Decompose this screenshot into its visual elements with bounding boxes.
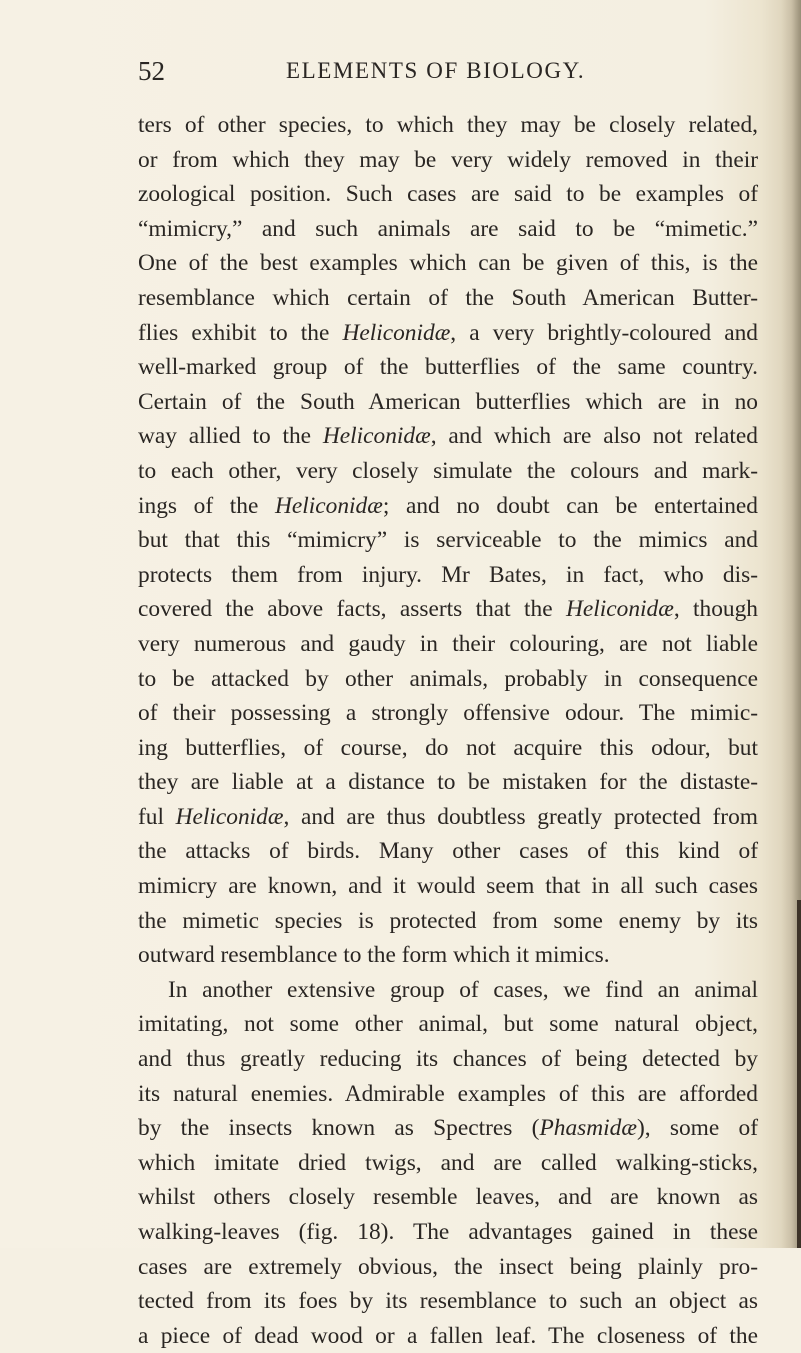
- text-line: [138, 1146, 758, 1181]
- text-line: [138, 592, 758, 627]
- page-number: 52: [138, 56, 165, 86]
- running-head: [138, 56, 758, 90]
- text-line: [138, 316, 758, 351]
- text-segment: ; and no doubt can be entertained: [382, 492, 758, 519]
- italic-term: Heliconidæ: [342, 319, 451, 346]
- italic-term: Heliconidæ: [322, 423, 431, 450]
- text-segment: its natural enemies. Admirable examples of this are afforded: [138, 1080, 758, 1107]
- text-line: [138, 177, 758, 212]
- text-segment: ing butterflies, of course, do not acquire this odour, but: [138, 734, 758, 761]
- text-line: [138, 454, 758, 489]
- text-segment: or from which they may be very widely removed in their: [138, 146, 758, 173]
- text-segment: they are liable at a distance to be mistaken for the distaste-: [138, 769, 758, 796]
- text-line: [138, 1180, 758, 1215]
- text-line: [138, 834, 758, 869]
- text-segment: tected from its foes by its resemblance to such an object as: [138, 1288, 758, 1315]
- text-segment: , and are thus doubtless greatly protected from: [283, 803, 758, 830]
- text-line: [138, 523, 758, 558]
- italic-term: Heliconidæ: [175, 803, 284, 830]
- text-segment: well-marked group of the butterflies of the same country.: [138, 354, 758, 381]
- text-segment: by the insects known as Spectres (: [138, 1115, 540, 1142]
- text-segment: mimicry are known, and it would seem that in all such cases: [138, 873, 758, 900]
- text-segment: very numerous and gaudy in their colouring, are not liable: [138, 630, 758, 657]
- text-segment: flies exhibit to the: [138, 319, 343, 346]
- text-segment: protects them from injury. Mr Bates, in fact, who dis-: [138, 561, 758, 588]
- text-line: [138, 765, 758, 800]
- text-segment: whilst others closely resemble leaves, and are known as: [138, 1184, 758, 1211]
- text-line: [138, 1111, 758, 1146]
- text-line: [138, 662, 758, 697]
- text-line: [138, 350, 758, 385]
- text-segment: way allied to the: [138, 423, 323, 450]
- text-segment: , though: [673, 596, 758, 623]
- text-line: [138, 281, 758, 316]
- text-segment: to be attacked by other animals, probably in consequence: [138, 665, 758, 692]
- text-segment: In another extensive group of cases, we find an animal: [168, 976, 758, 1003]
- text-segment: resemblance which certain of the South American Butter-: [138, 284, 758, 311]
- text-line: [138, 212, 758, 247]
- text-segment: “mimicry,” and such animals are said to be “mimetic.”: [138, 215, 758, 242]
- text-line: [138, 1007, 758, 1042]
- text-segment: but that this “mimicry” is serviceable to the mimics and: [138, 527, 758, 554]
- text-segment: cases are extremely obvious, the insect being plainly pro-: [138, 1253, 758, 1280]
- text-line: [138, 246, 758, 281]
- page-edge-binding: [797, 900, 801, 1248]
- text-segment: ters of other species, to which they may be closely related,: [138, 112, 758, 138]
- text-segment: a piece of dead wood or a fallen leaf. The closeness of the: [138, 1322, 758, 1349]
- text-line: [138, 558, 758, 593]
- text-line: [138, 419, 758, 454]
- text-line: [138, 1319, 758, 1353]
- text-segment: Certain of the South American butterflies which are in no: [138, 388, 758, 415]
- text-line: [138, 627, 758, 662]
- text-segment: covered the above facts, asserts that the: [138, 596, 566, 623]
- text-line: [138, 973, 758, 1008]
- text-line: [138, 143, 758, 178]
- text-segment: which imitate dried twigs, and are called walking-sticks,: [138, 1149, 758, 1176]
- text-segment: zoological position. Such cases are said to be examples of: [138, 181, 758, 208]
- text-line: [138, 1215, 758, 1250]
- text-segment: , and which are also not related: [430, 423, 758, 450]
- italic-term: Phasmidæ: [539, 1115, 637, 1142]
- text-line: [138, 1077, 758, 1112]
- text-line: [138, 904, 758, 939]
- text-line: [138, 731, 758, 766]
- text-line: [138, 385, 758, 420]
- text-line: [138, 938, 758, 973]
- text-line: [138, 489, 758, 524]
- text-segment: of their possessing a strongly offensive odour. The mimic-: [138, 700, 758, 727]
- text-segment: to each other, very closely simulate the colours and mark-: [138, 457, 758, 484]
- text-segment: the attacks of birds. Many other cases of this kind of: [138, 838, 758, 865]
- italic-term: Heliconidæ: [565, 596, 674, 623]
- text-line: [138, 800, 758, 835]
- text-segment: and thus greatly reducing its chances of being detected by: [138, 1046, 758, 1073]
- text-line: [138, 1284, 758, 1319]
- text-segment: One of the best examples which can be given of this, is the: [138, 250, 758, 277]
- text-segment: walking-leaves (fig. 18). The advantages gained in these: [138, 1219, 758, 1245]
- text-line: [138, 696, 758, 731]
- text-segment: ings of the: [138, 492, 275, 519]
- text-segment: the mimetic species is protected from some enemy by its: [138, 907, 758, 934]
- text-line: [138, 869, 758, 904]
- text-segment: outward resemblance to the form which it mimics.: [138, 942, 610, 969]
- text-segment: , a very brightly-coloured and: [450, 319, 758, 346]
- italic-term: Heliconidæ: [274, 492, 383, 519]
- text-segment: imitating, not some other animal, but some natural object,: [138, 1011, 758, 1038]
- running-title: ELEMENTS OF BIOLOGY.: [286, 58, 586, 83]
- text-line: [138, 1250, 758, 1285]
- text-segment: ful: [138, 803, 176, 830]
- text-line: [138, 1042, 758, 1077]
- text-segment: ), some of: [636, 1115, 758, 1142]
- text-line: [138, 108, 758, 143]
- body-text: [138, 108, 758, 1353]
